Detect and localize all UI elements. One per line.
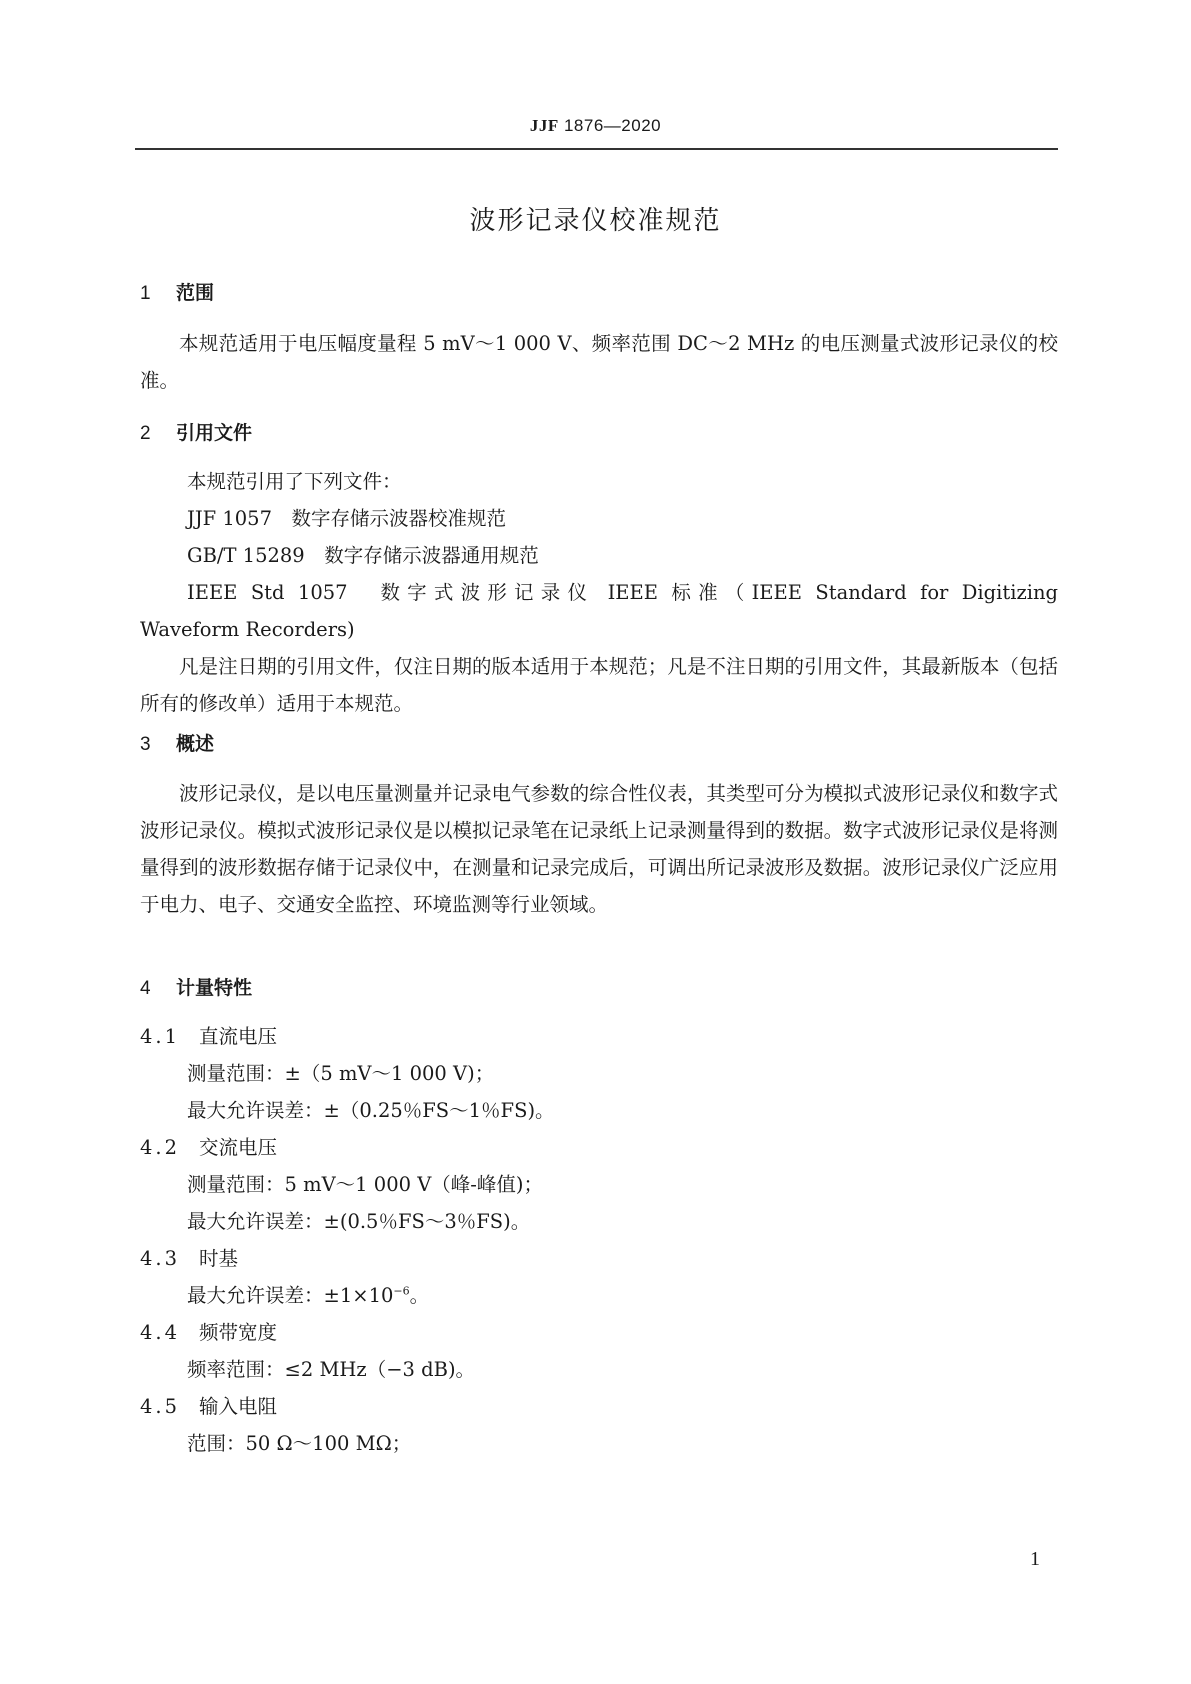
reference-item: GB/T 15289 数字存储示波器通用规范 (187, 544, 539, 567)
spec-line: 测量范围：±（5 mV～1 000 V)； (187, 1062, 495, 1085)
section-4-body (140, 1018, 1058, 1462)
section-heading: 1 范围 (140, 282, 215, 304)
standard-code: JJF 1876—2020 (529, 116, 662, 135)
page-number: 1 (1030, 1548, 1040, 1570)
subsection-heading: 4.3 时基 (140, 1247, 239, 1270)
header-divider (135, 148, 1058, 150)
section-1 (140, 278, 1058, 305)
paragraph: 波形记录仪，是以电压量测量并记录电气参数的综合性仪表，其类型可分为模拟式波形记录仪和数字式波形记录仪。模拟式波形记录仪是以模拟记录笔在记录纸上记录测量得到的数据。数字式波形记录仪是将测量得到的波形数据存储于记录仪中，在测量和记录完成后，可调出所记录波形及数据。波形记录仪广泛应用于电力、电子、交通安全监控、环境监测等行业领域。 (140, 782, 1058, 916)
reference-item: IEEE Std 1057 数字式波形记录仪 IEEE 标准（IEEE Standard for Digitizing Waveform Recorders) (140, 581, 1059, 641)
section-heading: 3 概述 (140, 733, 215, 755)
section-3-body (140, 775, 1058, 923)
spec-line: 频率范围：≤2 MHz（−3 dB)。 (187, 1358, 476, 1381)
section-heading: 4 计量特性 (140, 977, 253, 999)
references-note: 凡是注日期的引用文件，仅注日期的版本适用于本规范；凡是不注日期的引用文件，其最新版本（包括所有的修改单）适用于本规范。 (140, 655, 1058, 715)
subsection-heading: 4.2 交流电压 (140, 1136, 278, 1159)
spec-line: 最大允许误差：±(0.5％FS～3％FS)。 (187, 1210, 531, 1233)
paragraph: 本规范适用于电压幅度量程 5 mV～1 000 V、频率范围 DC～2 MHz 的电压测量式波形记录仪的校准。 (140, 332, 1058, 392)
spec-line: 最大允许误差：±（0.25％FS～1％FS)。 (187, 1099, 555, 1122)
section-heading: 2 引用文件 (140, 422, 253, 444)
spec-line: 最大允许误差：$\pm 1\times 10^{-6}$。 (187, 1284, 430, 1307)
subsection-heading: 4.1 直流电压 (140, 1025, 278, 1048)
section-4 (140, 973, 1058, 1000)
section-3 (140, 729, 1058, 756)
reference-item: JJF 1057 数字存储示波器校准规范 (187, 507, 507, 530)
subsection-heading: 4.5 输入电阻 (140, 1395, 278, 1418)
spec-line: 范围：50 Ω～100 MΩ； (187, 1432, 412, 1455)
document-title: 波形记录仪校准规范 (469, 206, 722, 236)
references-intro: 本规范引用了下列文件： (187, 470, 402, 493)
section-2-body (140, 463, 1058, 722)
section-2 (140, 418, 1058, 445)
section-1-body (140, 325, 1058, 399)
spec-line: 测量范围：5 mV～1 000 V（峰-峰值)； (187, 1173, 543, 1196)
subsection-heading: 4.4 频带宽度 (140, 1321, 278, 1344)
